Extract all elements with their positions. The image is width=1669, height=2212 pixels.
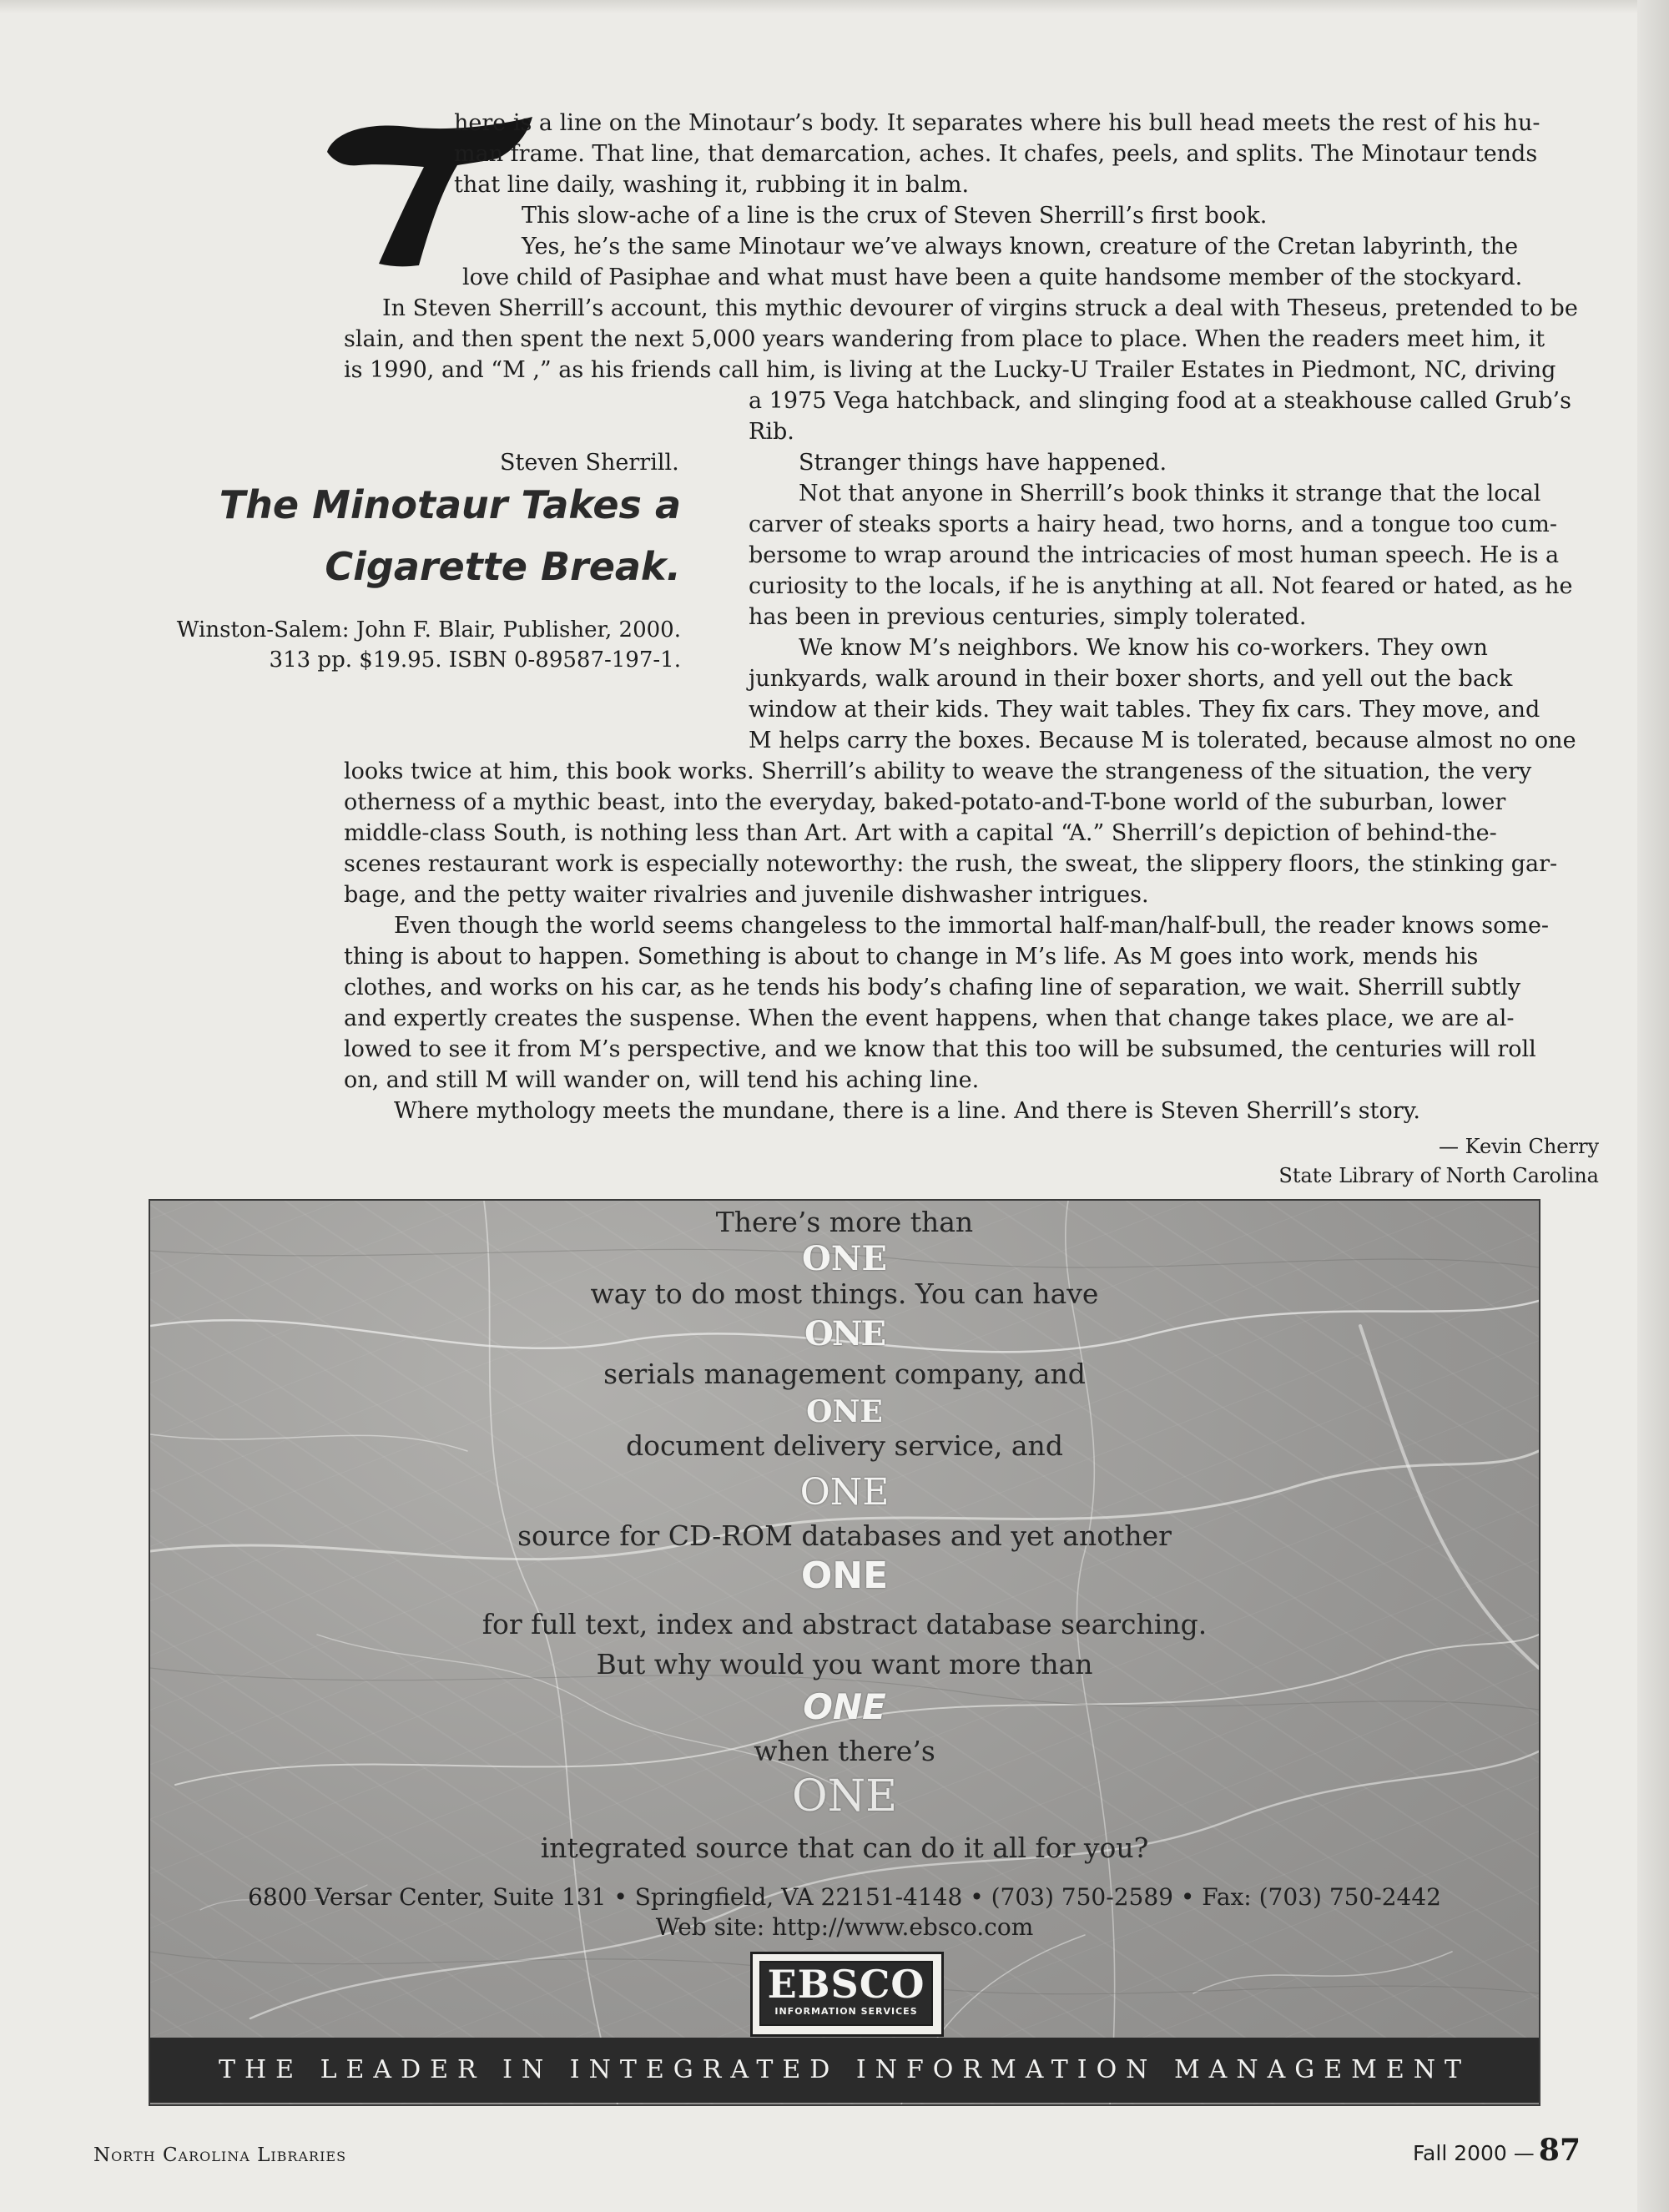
review-line: scenes restaurant work is especially noteworthy: the rush, the sweat, the slippery floors, the stinking gar- [344,851,1558,877]
ad-copy-line: document delivery service, and [626,1429,1063,1462]
ebsco-advertisement [149,1199,1540,2106]
review-line: that line daily, washing it, rubbing it in balm. [454,172,970,198]
review-line: is 1990, and “M ,” as his friends call him, is living at the Lucky-U Trailer Estates in Piedmont, NC, driving [344,357,1556,383]
reviewer-affiliation: State Library of North Carolina [1278,1164,1599,1187]
review-line: on, and still M will wander on, will tend his aching line. [344,1067,980,1093]
review-line: We know M’s neighbors. We know his co-workers. They own [799,635,1488,661]
review-line: Not that anyone in Sherrill’s book thinks it strange that the local [799,481,1541,506]
review-line: bersome to wrap around the intricacies of most human speech. He is a [749,542,1560,568]
book-review [88,0,1599,1202]
ad-copy-line: integrated source that can do it all for you? [540,1832,1149,1864]
ebsco-logo [750,1952,944,2037]
review-line: has been in previous centuries, simply tolerated. [749,604,1307,630]
book-title: Cigarette Break. [325,544,681,589]
review-line: love child of Pasiphae and what must have been a quite handsome member of the stockyard. [462,265,1523,290]
ebsco-address: 6800 Versar Center, Suite 131 • Springfield, VA 22151-4148 • (703) 750-2589 • Fax: (703) 750-2442 [248,1883,1441,1911]
review-line: Stranger things have happened. [799,450,1167,476]
review-line: slain, and then spent the next 5,000 years wandering from place to place. When the readers meet him, it [344,326,1545,352]
ad-one-word: ONE [791,1771,898,1821]
page-footer [1413,2133,1581,2168]
review-line: middle-class South, is nothing less than Art. Art with a capital “A.” Sherrill’s depiction of behind-the- [344,820,1497,846]
ad-copy-line: serials management company, and [603,1358,1086,1390]
ad-one-word: ONE [804,1314,885,1353]
review-line: and expertly creates the suspense. When the event happens, when that change takes place, we are al- [344,1005,1515,1031]
ad-one-word: ONE [802,1239,887,1278]
review-line: M helps carry the boxes. Because M is tolerated, because almost no one [749,728,1576,753]
ad-one-word: ONE [803,1686,886,1727]
review-line: Yes, he’s the same Minotaur we’ve always known, creature of the Cretan labyrinth, the [522,234,1519,259]
reviewer-name: — Kevin Cherry [1439,1135,1599,1158]
review-line: otherness of a mythic beast, into the everyday, baked-potato-and-T-bone world of the suburban, lower [344,789,1506,815]
review-line: lowed to see it from M’s perspective, and we know that this too will be subsumed, the centuries will roll [344,1036,1536,1062]
book-title: The Minotaur Takes a [219,482,681,527]
review-line: In Steven Sherrill’s account, this mythic devourer of virgins struck a deal with Theseus, pretended to be [382,295,1578,321]
ad-copy-line: when there’s [754,1735,935,1767]
ad-one-word: ONE [800,1554,889,1597]
review-line: This slow-ache of a line is the crux of Steven Sherrill’s first book. [522,203,1268,229]
journal-name: North Carolina Libraries [93,2144,347,2166]
review-line: a 1975 Vega hatchback, and slinging food at a steakhouse called Grub’s [749,388,1571,414]
ad-copy-line: way to do most things. You can have [590,1277,1099,1310]
ad-copy-line: There’s more than [715,1206,974,1238]
review-line: window at their kids. They wait tables. They fix cars. They move, and [749,697,1540,723]
issue-season: Fall 2000 — [1412,2141,1535,2165]
page-binding-edge [1637,0,1669,2212]
review-line: Even though the world seems changeless to the immortal half-man/half-bull, the reader knows some- [394,913,1550,939]
review-line: Where mythology meets the mundane, there is a line. And there is Steven Sherrill’s story. [394,1098,1420,1124]
ad-one-word: ONE [806,1394,883,1429]
book-publisher: Winston-Salem: John F. Blair, Publisher, 2000. [176,617,681,642]
book-details: 313 pp. $19.95. ISBN 0-89587-197-1. [269,647,681,673]
ebsco-website: Web site: http://www.ebsco.com [655,1913,1034,1941]
ebsco-logo-text: EBSCO [767,1962,925,2007]
review-line: Rib. [749,419,794,445]
review-line: bage, and the petty waiter rivalries and juvenile dishwasher intrigues. [344,882,1149,908]
ad-copy-line: source for CD-ROM databases and yet another [517,1519,1172,1552]
ad-one-word: ONE [799,1471,890,1514]
review-line: man frame. That line, that demarcation, aches. It chafes, peels, and splits. The Minotaur tends [454,141,1538,167]
review-line: carver of steaks sports a hairy head, two horns, and a tongue too cum- [749,511,1558,537]
ebsco-logo-subtext: INFORMATION SERVICES [774,2006,918,2017]
ebsco-tagline: THE LEADER IN INTEGRATED INFORMATION MANAGEMENT [150,2038,1539,2103]
review-line: thing is about to happen. Something is about to change in M’s life. As M goes into work, mends his [344,944,1479,970]
review-line: clothes, and works on his car, as he tends his body’s chafing line of separation, we wait. Sherrill subtly [344,975,1521,1000]
review-line: junkyards, walk around in their boxer shorts, and yell out the back [749,666,1513,692]
page-number: 87 [1538,2133,1581,2168]
review-line: looks twice at him, this book works. Sherrill’s ability to weave the strangeness of the situation, the very [344,758,1532,784]
review-line: curiosity to the locals, if he is anything at all. Not feared or hated, as he [749,573,1573,599]
ad-copy-line: for full text, index and abstract database searching. [482,1608,1208,1640]
review-line: here is a line on the Minotaur’s body. It separates where his bull head meets the rest of his hu- [454,110,1540,136]
review-author: Steven Sherrill. [500,450,679,476]
ad-copy-line: But why would you want more than [596,1648,1093,1680]
